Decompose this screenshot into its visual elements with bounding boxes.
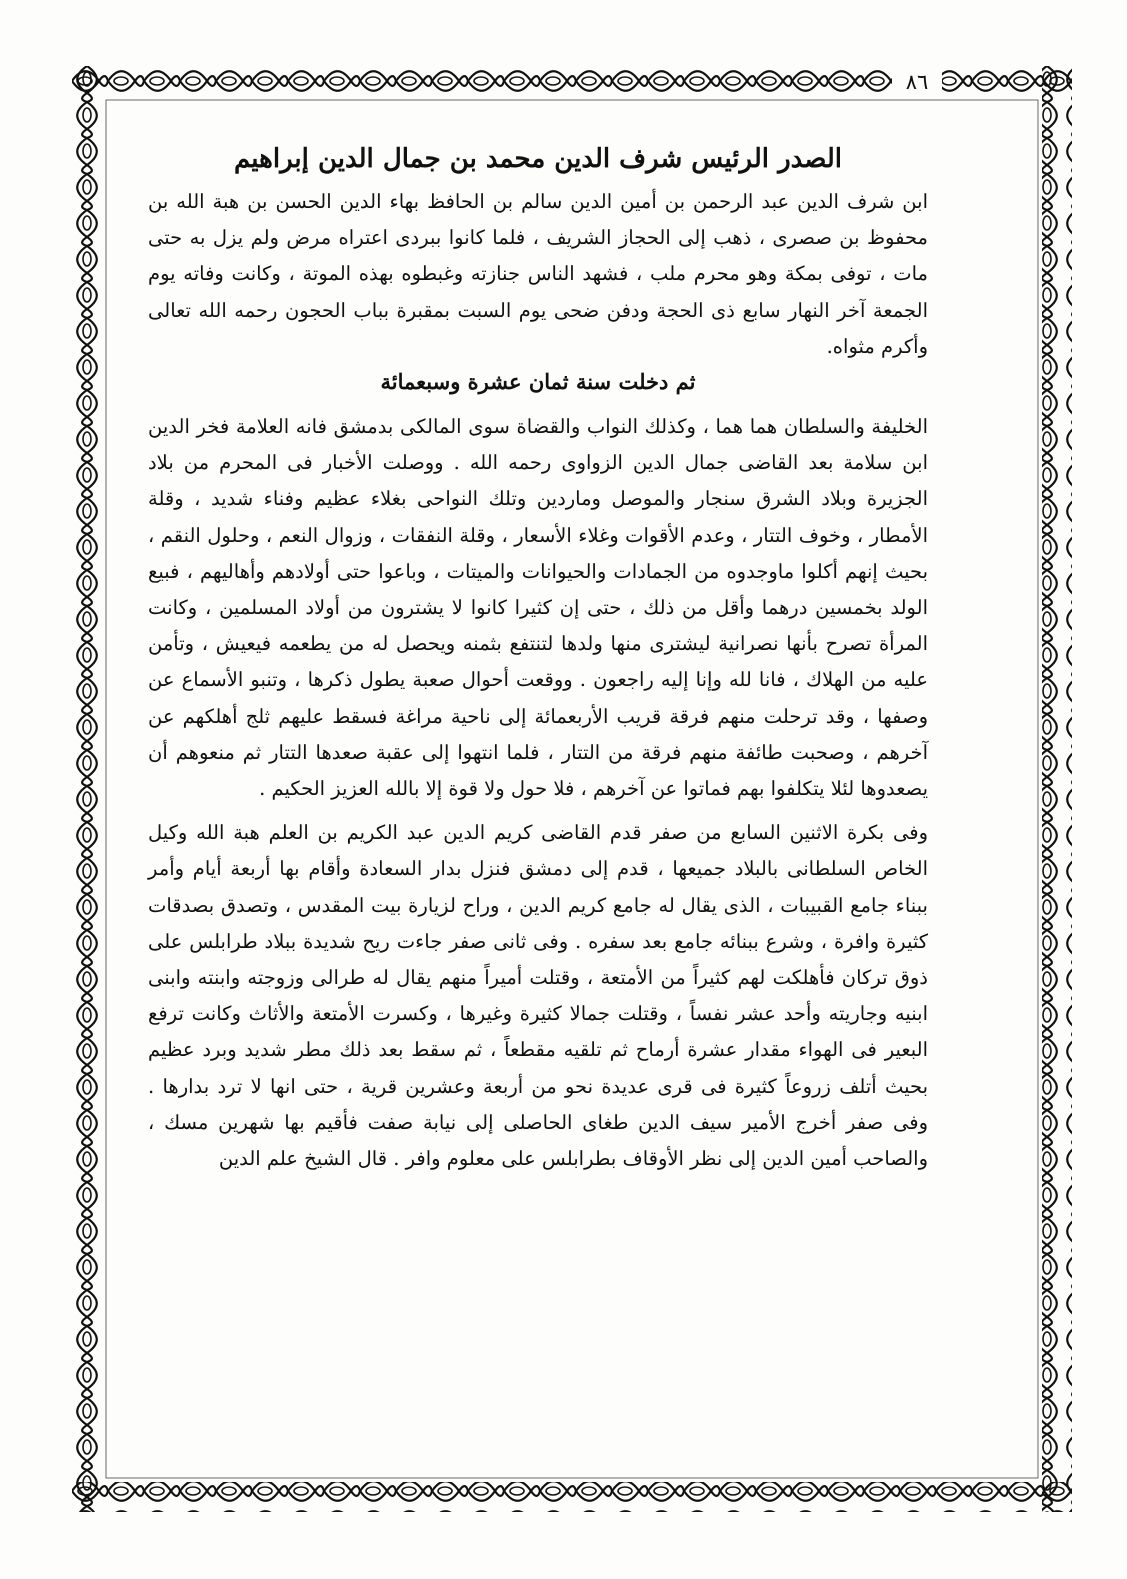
body-paragraph: الخليفة والسلطان هما هما ، وكذلك النواب والقضاة سوى المالكى بدمشق فانه العلامة فخر الدين ابن سلامة بعد القاضى جمال الدين الزواوى رحمه الله . ووصلت الأخبار فى المحرم من بلاد الجزيرة وبلاد الشرق سنجار والموصل وماردين وتلك النواحى بغلاء عظيم وفناء شديد ، وقلة الأمطار ، وخوف التتار ، وعدم الأقوات وغلاء الأسعار ، وقلة النفقات ، وزوال النعم ، وحلول النقم ، بحيث إنهم أكلوا ماوجدوه من الجمادات والحيوانات والميتات ، وباعوا حتى أولادهم وأهاليهم ، فبيع الولد بخمسين درهما وأقل من ذلك ، حتى إن كثيرا كانوا لا يشترون من أولاد المسلمين ، وكانت المرأة تصرح بأنها نصرانية ليشترى منها ولدها لتنتفع بثمنه ويحصل له من يطعمه فيعيش ، وتأمن عليه من الهلاك ، فانا لله وإنا إليه راجعون . ووقعت أحوال صعبة يطول ذكرها ، وتنبو الأسماع عن وصفها ، وقد ترحلت منهم فرقة قريب الأربعمائة إلى ناحية مراغة فسقط عليهم ثلج أهلكهم عن آخرهم ، وصحبت طائفة منهم فرقة من التتار ، فلما انتهوا إلى عقبة صعدها التتار ثم منعوهم أن يصعدوها لئلا يتكلفوا بهم فماتوا عن آخرهم ، فلا حول ولا قوة إلا بالله العزيز الحكيم . [148,415,928,801]
page-number: ٨٦ [892,66,942,98]
page-body [148,136,928,1177]
biography-paragraph: ابن شرف الدين عبد الرحمن بن أمين الدين سالم بن الحافظ بهاء الدين الحسن بن هبة الله بن محفوظ بن صصرى ، ذهب إلى الحجاز الشريف ، فلما كانوا ببردى اعتراه مرض ولم يزل به حتى مات ، توفى بمكة وهو محرم ملب ، فشهد الناس جنازته وغبطوه بهذه الموتة ، وكانت وفاته يوم الجمعة آخر النهار سابع ذى الحجة ودفن ضحى يوم السبت بمقبرة بباب الحجون رحمه الله تعالى وأكرم مثواه. [148,190,928,358]
year-section-title: ثم دخلت سنة ثمان عشرة وسبعمائة [380,369,696,395]
body-paragraph: وفى بكرة الاثنين السابع من صفر قدم القاضى كريم الدين عبد الكريم بن العلم هبة الله وكيل الخاص السلطانى بالبلاد جميعها ، قدم إلى دمشق فنزل بدار السعادة وأقام بها أربعة أيام وأمر ببناء جامع القبيبات ، الذى يقال له جامع كريم الدين ، وراح لزيارة بيت المقدس ، وتصدق بصدقات كثيرة وافرة ، وشرع ببنائه جامع بعد سفره . وفى ثانى صفر جاءت ريح شديدة ببلاد طرابلس على ذوق تركان فأهلكت لهم كثيراً من الأمتعة ، وقتلت أميراً منهم يقال له طرالى وزوجته وابنته وابنى ابنيه وجاريته وأحد عشر نفساً ، وقتلت جمالا كثيرة وغيرها ، وكسرت الأمتعة والأثاث وكانت ترفع البعير فى الهواء مقدار عشرة أرماح ثم تلقيه مقطعاً ، ثم سقط بعد ذلك مطر شديد وبرد عظيم بحيث أتلف زروعاً كثيرة فى قرى عديدة نحو من أربعة وعشرين قرية ، حتى انها لا ترد بدارها . وفى صفر أخرج الأمير سيف الدين طغاى الحاصلى إلى نيابة صفت فأقيم بها شهرين مسك ، والصاحب أمين الدين إلى نظر الأوقاف بطرابلس على معلوم وافر . قال الشيخ علم الدين [148,821,928,1171]
biography-heading: الصدر الرئيس شرف الدين محمد بن جمال الدين إبراهيم [234,144,842,174]
